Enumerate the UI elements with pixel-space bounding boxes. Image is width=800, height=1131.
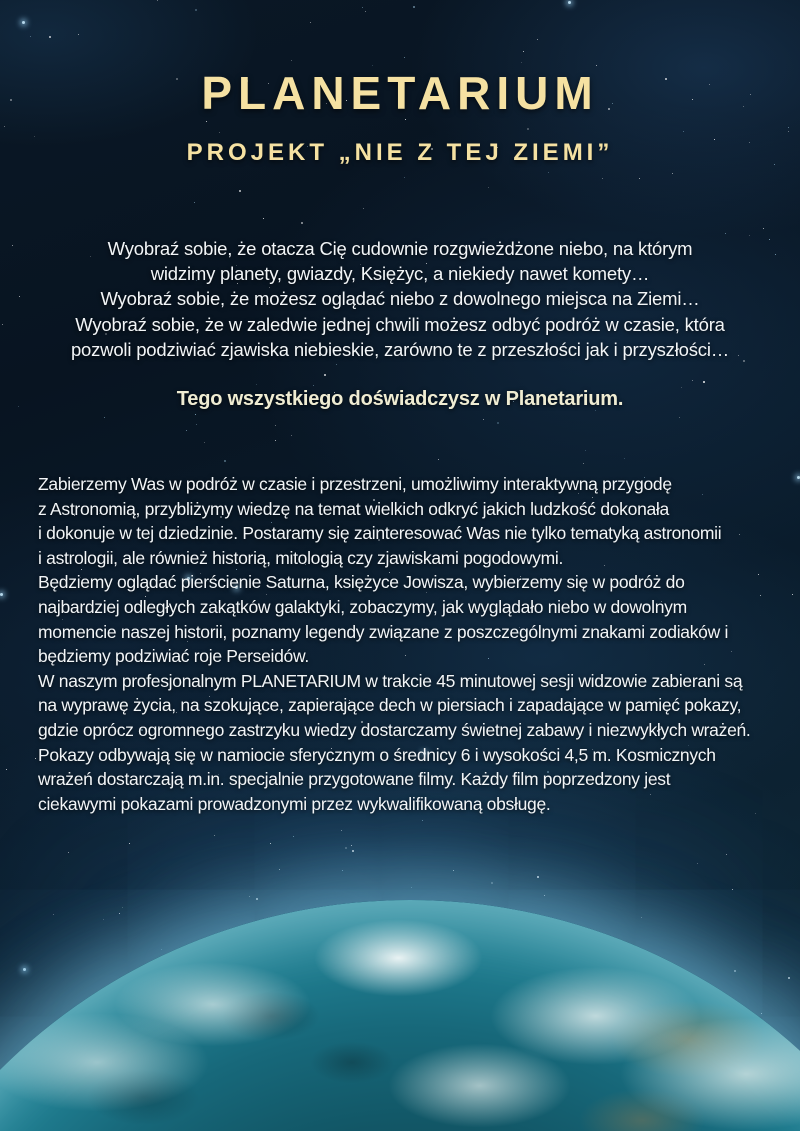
intro-line: widzimy planety, gwiazdy, Księżyc, a niekiedy nawet komety… (150, 263, 650, 285)
body-line: Pokazy odbywają się w namiocie sferycznym o średnicy 6 i wysokości 4,5 m. Kosmicznych (38, 744, 716, 765)
body-line: W naszym profesjonalnym PLANETARIUM w trakcie 45 minutowej sesji widzowie zabierani są (38, 670, 743, 691)
intro-line: Wyobraź sobie, że w zaledwie jednej chwili możesz odbyć podróż w czasie, która (75, 313, 725, 335)
body-line: Zabierzemy Was w podróż w czasie i przestrzeni, umożliwimy interaktywną przygodę (38, 474, 672, 494)
body-paragraph (38, 472, 784, 816)
poster-title: PLANETARIUM (201, 67, 599, 119)
intro-line: Wyobraź sobie, że otacza Cię cudownie rozgwieżdżone niebo, na którym (107, 238, 693, 259)
intro-line: pozwoli podziwiać zjawiska niebieskie, zarówno te z przeszłości jak i przyszłości… (70, 338, 730, 360)
body-line: momencie naszej historii, poznamy legendy związane z poszczególnymi znakami zodiaków i (38, 621, 729, 642)
intro-paragraph (20, 236, 780, 362)
body-line: Będziemy oglądać pierścienie Saturna, księżyce Jowisza, wybierzemy się w podróż do (38, 572, 685, 593)
body-line: z Astronomią, przybliżymy wiedzę na temat wielkich odkryć jakich ludzkość dokonała (38, 498, 669, 519)
body-line: ciekawymi pokazami prowadzonymi przez wykwalifikowaną obsługę. (38, 793, 551, 814)
intro-line: Wyobraź sobie, że możesz oglądać niebo z dowolnego miejsca na Ziemi… (100, 288, 700, 310)
body-line: wrażeń dostarczają m.in. specjalnie przygotowane filmy. Każdy film poprzedzony jest (38, 769, 671, 790)
body-line: najbardziej odległych zakątków galaktyki, zobaczymy, jak wyglądało niebo w dowolnym (38, 596, 687, 617)
body-line: gdzie oprócz ogromnego zastrzyku wiedzy dostarczamy świetnej zabawy i niezwykłych wrażeń. (38, 719, 751, 740)
body-line: i astrologii, ale również historią, mitologią czy zjawiskami pogodowymi. (38, 547, 564, 568)
poster-subtitle: PROJEKT „NIE Z TEJ ZIEMI” (186, 139, 614, 166)
body-line: i dokonuje w tej dziedzinie. Postaramy się zainteresować Was nie tylko tematyką astronomii (38, 523, 722, 544)
body-line: na wyprawę życia, na szokujące, zapierające dech w piersiach i zapadające w pamięć pokazy, (38, 695, 742, 716)
body-line: będziemy podziwiać roje Perseidów. (38, 646, 309, 667)
highlight-line: Tego wszystkiego doświadczysz w Planetarium. (176, 388, 624, 410)
